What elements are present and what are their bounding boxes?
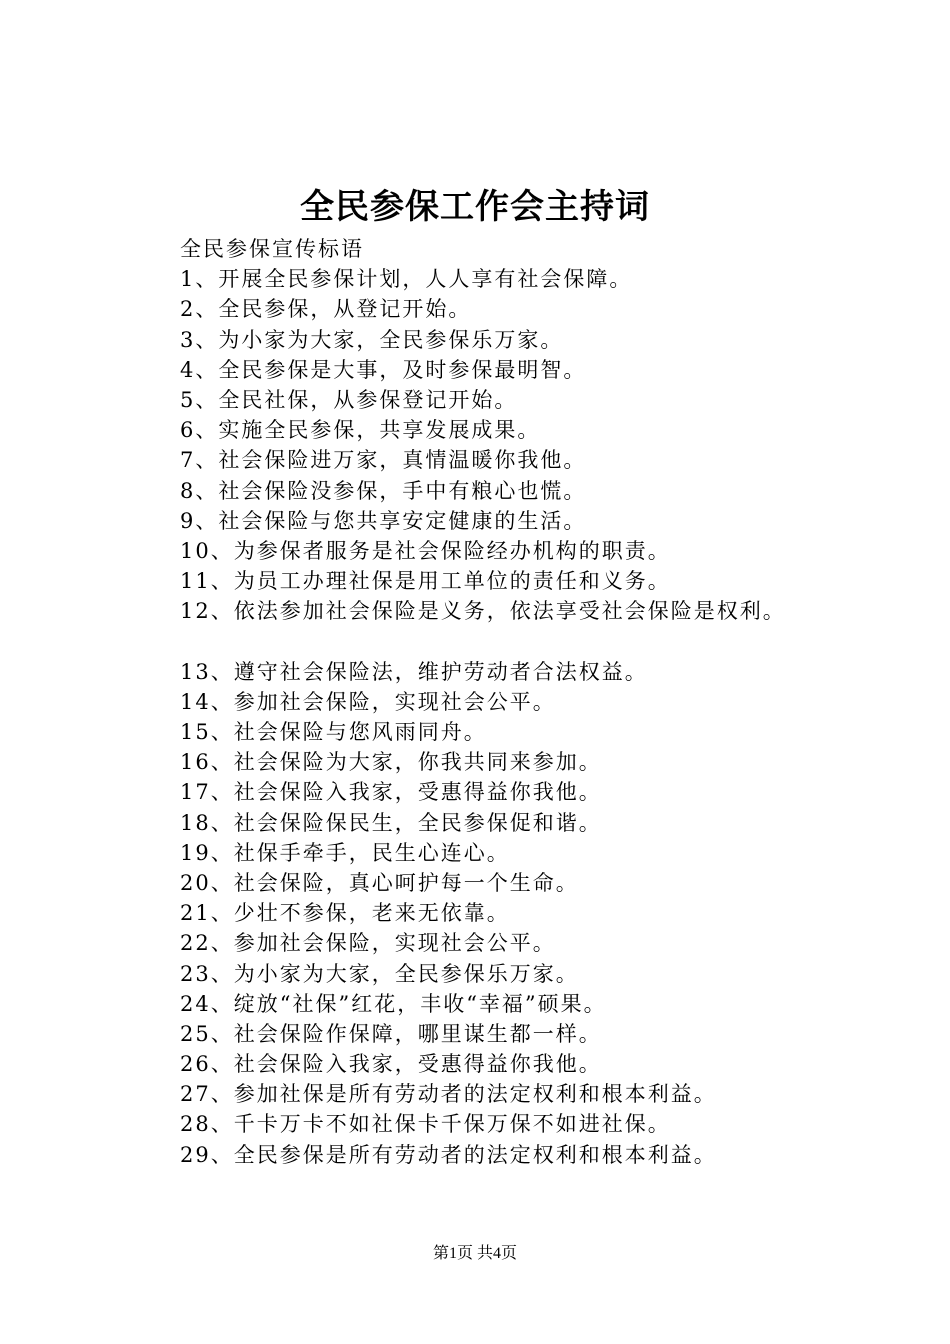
slogan-line: 16、社会保险为大家，你我共同来参加。 bbox=[180, 750, 602, 775]
slogan-line: 24、绽放“社保”红花，丰收“幸福”硕果。 bbox=[180, 991, 607, 1016]
slogan-line: 19、社保手牵手，民生心连心。 bbox=[180, 840, 510, 865]
document-body bbox=[180, 234, 920, 1170]
slogan-line: 26、社会保险入我家，受惠得益你我他。 bbox=[180, 1052, 602, 1077]
slogan-line: 4、全民参保是大事，及时参保最明智。 bbox=[180, 357, 587, 382]
slogan-line: 10、为参保者服务是社会保险经办机构的职责。 bbox=[180, 538, 671, 563]
slogan-line: 5、全民社保，从参保登记开始。 bbox=[180, 387, 518, 412]
slogan-line: 22、参加社会保险，实现社会公平。 bbox=[180, 931, 556, 956]
slogan-line: 1、开展全民参保计划，人人享有社会保障。 bbox=[180, 267, 633, 292]
slogan-line: 18、社会保险保民生，全民参保促和谐。 bbox=[180, 810, 602, 835]
slogan-line: 6、实施全民参保，共享发展成果。 bbox=[180, 418, 541, 443]
slogan-line: 17、社会保险入我家，受惠得益你我他。 bbox=[180, 780, 602, 805]
blank-line bbox=[180, 626, 920, 656]
slogan-line: 14、参加社会保险，实现社会公平。 bbox=[180, 689, 556, 714]
slogan-line: 8、社会保险没参保，手中有粮心也慌。 bbox=[180, 478, 587, 503]
slogan-line: 12、依法参加社会保险是义务，依法享受社会保险是权利。 bbox=[180, 599, 786, 624]
slogan-line: 20、社会保险，真心呵护每一个生命。 bbox=[180, 870, 579, 895]
slogan-line: 28、千卡万卡不如社保卡千保万保不如进社保。 bbox=[180, 1112, 671, 1137]
document-subtitle: 全民参保宣传标语 bbox=[180, 237, 364, 261]
slogan-line: 7、社会保险进万家，真情温暖你我他。 bbox=[180, 448, 587, 473]
slogan-line: 11、为员工办理社保是用工单位的责任和义务。 bbox=[180, 569, 671, 594]
slogan-line: 25、社会保险作保障，哪里谋生都一样。 bbox=[180, 1021, 602, 1046]
document-title: 全民参保工作会主持词 bbox=[300, 187, 650, 227]
slogan-line: 9、社会保险与您共享安定健康的生活。 bbox=[180, 508, 587, 533]
slogan-line: 29、全民参保是所有劳动者的法定权利和根本利益。 bbox=[180, 1142, 717, 1167]
slogan-line: 23、为小家为大家，全民参保乐万家。 bbox=[180, 961, 579, 986]
page-footer: 第1页 共4页 bbox=[432, 1245, 517, 1262]
slogan-line: 21、少壮不参保，老来无依靠。 bbox=[180, 901, 510, 926]
slogan-line: 3、为小家为大家，全民参保乐万家。 bbox=[180, 327, 564, 352]
slogan-line: 2、全民参保，从登记开始。 bbox=[180, 297, 472, 322]
slogan-line: 13、遵守社会保险法，维护劳动者合法权益。 bbox=[180, 659, 648, 684]
slogan-line: 15、社会保险与您风雨同舟。 bbox=[180, 720, 487, 744]
slogan-line: 27、参加社保是所有劳动者的法定权利和根本利益。 bbox=[180, 1082, 717, 1107]
